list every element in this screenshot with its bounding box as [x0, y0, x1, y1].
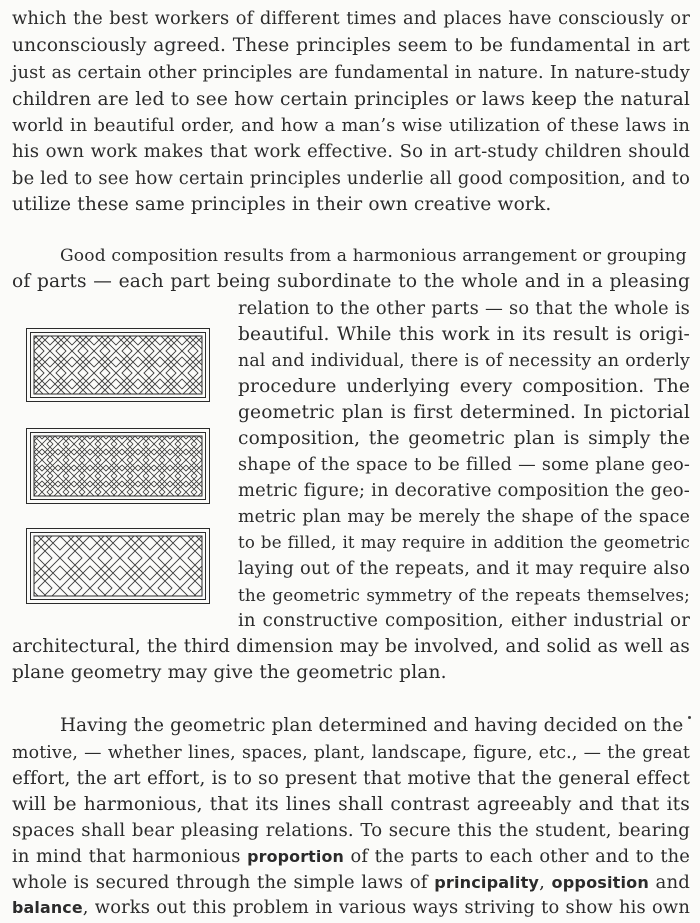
text-line: children are led to see how certain principles or laws keep the natural: [12, 89, 690, 110]
text-run: of the parts to each other and to the: [344, 846, 690, 867]
scan-speck: [688, 716, 691, 719]
bold-term-opposition: opposition: [551, 873, 649, 892]
text-line: [12, 895, 690, 921]
text-line: of parts — each part being subordinate to the whole and in a pleasing: [12, 271, 690, 292]
text-line: world in beautiful order, and how a man’s wise utilization of these laws in: [12, 116, 690, 136]
bold-term-proportion: proportion: [247, 847, 345, 866]
text-line: which the best workers of different times and places have consciously or: [12, 8, 690, 29]
text-run: ,: [539, 872, 552, 893]
text-line: procedure underlying every composition. The: [238, 376, 690, 397]
text-line: motive, — whether lines, spaces, plant, landscape, figure, etc., — the great: [12, 743, 690, 763]
text-run: and: [649, 872, 691, 893]
text-line: metric figure; in decorative composition the geo-: [238, 480, 690, 501]
text-line: composition, the geometric plan is simply the: [238, 428, 690, 449]
text-line: metric plan may be merely the shape of the space: [238, 507, 690, 527]
text-line: Having the geometric plan determined and having decided on the: [60, 715, 684, 736]
text-line: Good composition results from a harmonious arrangement or grouping: [60, 246, 687, 266]
text-line: relation to the other parts — so that the whole is: [238, 298, 690, 319]
text-line: will be harmonious, that its lines shall contrast agreeably and that its: [12, 794, 690, 815]
text-line: shape of the space to be filled — some plane geo-: [238, 455, 690, 475]
lattice-panel-2: [26, 428, 210, 504]
text-line: laying out of the repeats, and it may require also: [238, 558, 690, 579]
text-line: to be filled, it may require in addition the geometric: [238, 533, 690, 552]
text-line: be led to see how certain principles underlie all good composition, and to: [12, 168, 690, 189]
bold-term-principality: principality: [434, 873, 540, 892]
text-line: spaces shall bear pleasing relations. To secure this the student, bearing: [12, 820, 690, 841]
text-line: geometric plan is first determined. In pictorial: [238, 402, 690, 423]
text-line: the geometric symmetry of the repeats themselves;: [238, 585, 690, 605]
lattice-panel-1: [26, 328, 210, 402]
lattice-panel-3: [26, 528, 210, 604]
text-run: in mind that harmonious: [12, 846, 248, 867]
text-line: his own work makes that work effective. So in art-study children should: [12, 141, 690, 162]
text-line: [12, 870, 690, 896]
text-run: , works out this problem in various ways striving to show his own: [82, 897, 690, 918]
text-line: plane geometry may give the geometric plan.: [12, 662, 447, 683]
text-line: in constructive composition, either industrial or: [238, 610, 690, 631]
text-line: just as certain other principles are fundamental in nature. In nature-study: [12, 63, 690, 83]
text-line: nal and individual, there is of necessity an orderly: [238, 351, 690, 371]
text-line: architectural, the third dimension may be involved, and solid as well as: [12, 636, 690, 657]
text-line: beautiful. While this work in its result is origi-: [238, 324, 690, 345]
text-line: [12, 844, 690, 870]
text-run: whole is secured through the simple laws of: [12, 872, 435, 893]
text-line: utilize these same principles in their own creative work.: [12, 194, 552, 215]
bold-term-balance: balance: [12, 898, 83, 917]
text-line: unconsciously agreed. These principles seem to be fundamental in art: [12, 35, 690, 56]
text-line: effort, the art effort, is to so present that motive that the general effect: [12, 768, 690, 789]
